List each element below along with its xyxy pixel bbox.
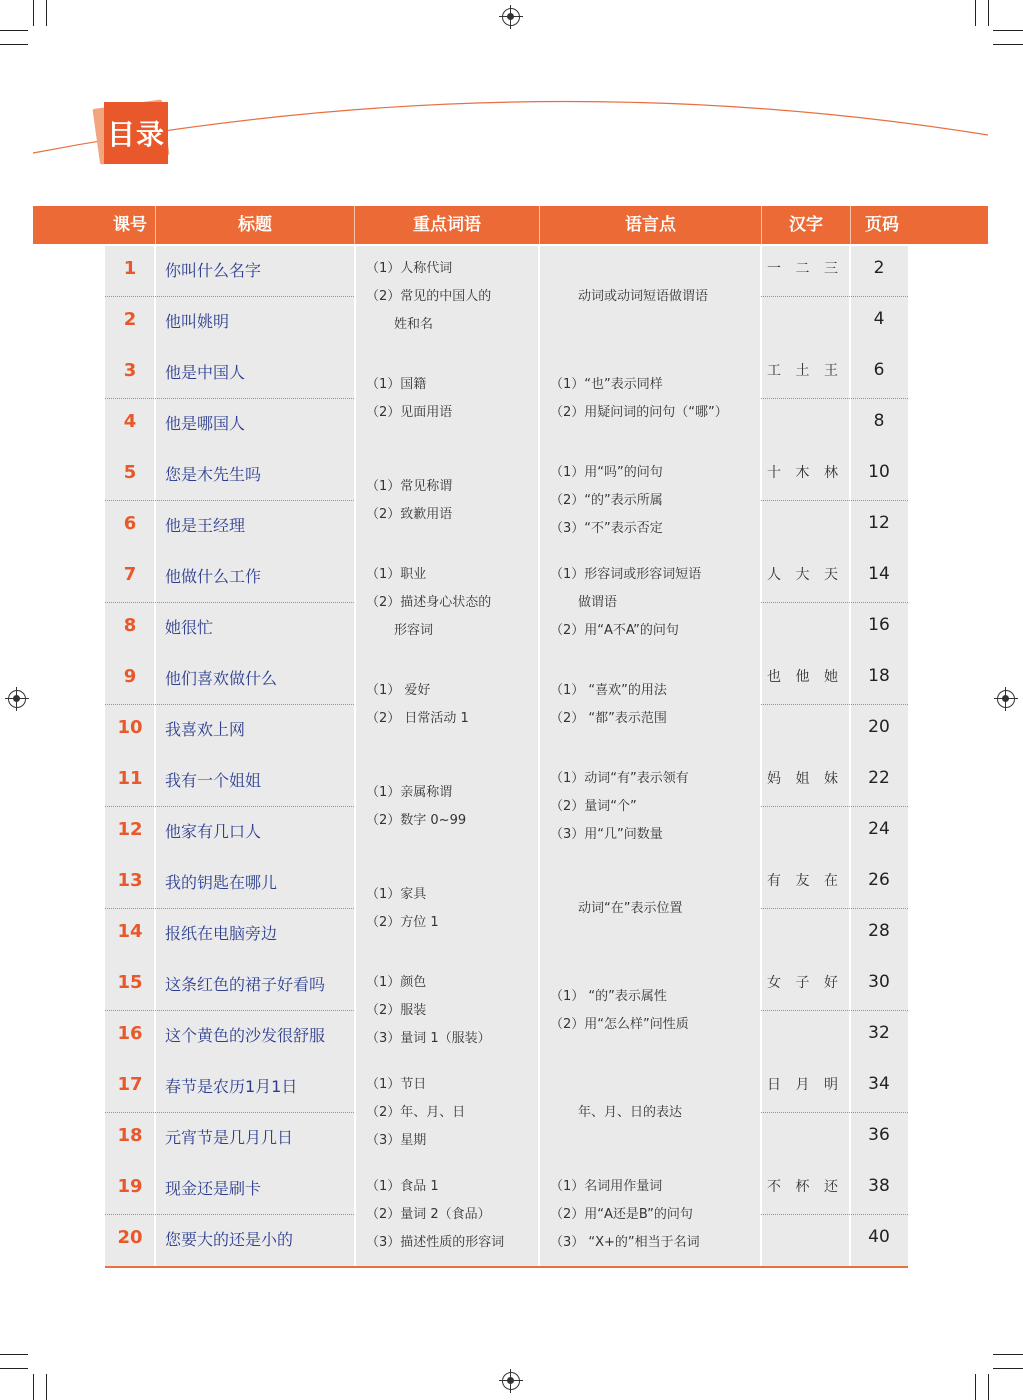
keyword-line: （2） 日常活动 1 bbox=[366, 711, 469, 726]
registration-mark-icon bbox=[997, 690, 1015, 708]
lesson-number: 13 bbox=[117, 870, 143, 891]
keyword-line: （2）年、月、日 bbox=[366, 1105, 466, 1120]
row-separator bbox=[761, 1214, 908, 1215]
page-number: 20 bbox=[868, 717, 890, 737]
row-separator bbox=[105, 1010, 354, 1011]
page-number: 24 bbox=[868, 819, 890, 839]
row-separator bbox=[105, 908, 354, 909]
lesson-number: 3 bbox=[123, 360, 137, 381]
page-number: 8 bbox=[873, 411, 885, 431]
row-separator bbox=[761, 704, 908, 705]
column-divider bbox=[538, 756, 540, 858]
page-number: 22 bbox=[868, 768, 890, 788]
hanzi-characters: 人 大 天 bbox=[767, 567, 843, 583]
grammar-point-line: （2）量词“个” bbox=[550, 799, 637, 814]
lesson-title[interactable]: 春节是农历1月1日 bbox=[165, 1077, 298, 1096]
keyword-line: （2）方位 1 bbox=[366, 915, 439, 930]
keyword-line: （1）节日 bbox=[366, 1077, 427, 1092]
row-separator bbox=[105, 1214, 354, 1215]
lesson-number: 10 bbox=[117, 717, 143, 738]
lesson-title[interactable]: 他们喜欢做什么 bbox=[165, 669, 278, 688]
page-number: 38 bbox=[868, 1176, 890, 1196]
lesson-title[interactable]: 您是木先生吗 bbox=[165, 465, 262, 484]
keyword-line: 姓和名 bbox=[394, 317, 434, 332]
lesson-block bbox=[105, 552, 908, 654]
hanzi-characters: 工 土 王 bbox=[767, 363, 843, 379]
keyword-line: （3）星期 bbox=[366, 1133, 427, 1148]
page-number: 26 bbox=[868, 870, 890, 890]
lesson-block bbox=[105, 348, 908, 450]
row-separator bbox=[105, 602, 354, 603]
grammar-point-line: （1）动词“有”表示领有 bbox=[550, 771, 689, 786]
crop-mark bbox=[0, 1354, 28, 1355]
grammar-point-line: （2）“的”表示所属 bbox=[550, 493, 663, 508]
grammar-point-line: 动词或动词短语做谓语 bbox=[578, 289, 709, 304]
lesson-number: 5 bbox=[123, 462, 137, 483]
lesson-title[interactable]: 这条红色的裙子好看吗 bbox=[165, 975, 326, 994]
hanzi-characters: 日 月 明 bbox=[767, 1077, 843, 1093]
page-number: 34 bbox=[868, 1074, 890, 1094]
toc-heading-badge bbox=[96, 100, 176, 166]
column-divider bbox=[354, 246, 356, 348]
column-header: 语言点 bbox=[625, 215, 676, 235]
page-number: 40 bbox=[868, 1227, 890, 1247]
lesson-title[interactable]: 现金还是刷卡 bbox=[165, 1179, 262, 1198]
keyword-line: （2）常见的中国人的 bbox=[366, 289, 492, 304]
lesson-title[interactable]: 您要大的还是小的 bbox=[165, 1230, 294, 1249]
grammar-point-line: （2）用“怎么样”问性质 bbox=[550, 1017, 689, 1032]
lesson-title[interactable]: 我的钥匙在哪儿 bbox=[165, 873, 278, 892]
lesson-number: 6 bbox=[123, 513, 137, 534]
lesson-title[interactable]: 这个黄色的沙发很舒服 bbox=[165, 1026, 326, 1045]
lesson-title[interactable]: 报纸在电脑旁边 bbox=[165, 924, 278, 943]
grammar-point-line: （1）形容词或形容词短语 bbox=[550, 567, 702, 582]
row-separator bbox=[761, 500, 908, 501]
column-divider bbox=[354, 450, 356, 552]
column-divider bbox=[354, 756, 356, 858]
lesson-block bbox=[105, 960, 908, 1062]
column-divider bbox=[538, 654, 540, 756]
column-divider bbox=[354, 858, 356, 960]
grammar-point-line: （1） “喜欢”的用法 bbox=[550, 683, 667, 698]
lesson-number: 19 bbox=[117, 1176, 143, 1197]
grammar-point-line: （3）“不”表示否定 bbox=[550, 521, 663, 536]
grammar-point-line: （1）“也”表示同样 bbox=[550, 377, 663, 392]
page-number: 14 bbox=[868, 564, 890, 584]
lesson-title[interactable]: 他是王经理 bbox=[165, 516, 246, 535]
column-header: 标题 bbox=[238, 215, 272, 235]
lesson-number: 4 bbox=[123, 411, 137, 432]
crop-mark bbox=[33, 1374, 34, 1400]
column-header: 课号 bbox=[113, 215, 147, 235]
column-divider bbox=[354, 1164, 356, 1266]
lesson-block bbox=[105, 1062, 908, 1164]
page-number: 30 bbox=[868, 972, 890, 992]
column-header: 页码 bbox=[865, 215, 899, 235]
column-header: 重点词语 bbox=[413, 215, 481, 235]
lesson-title[interactable]: 他叫姚明 bbox=[165, 312, 230, 331]
column-divider bbox=[354, 348, 356, 450]
lesson-block bbox=[105, 450, 908, 552]
page-number: 28 bbox=[868, 921, 890, 941]
lesson-number: 17 bbox=[117, 1074, 143, 1095]
lesson-number: 8 bbox=[123, 615, 137, 636]
keyword-line: （1）颜色 bbox=[366, 975, 427, 990]
row-separator bbox=[105, 398, 354, 399]
keyword-line: （2）致歉用语 bbox=[366, 507, 453, 522]
page-number: 2 bbox=[873, 258, 885, 278]
row-separator bbox=[105, 296, 354, 297]
lesson-block bbox=[105, 246, 908, 348]
lesson-title[interactable]: 我喜欢上网 bbox=[165, 720, 246, 739]
lesson-title[interactable]: 我有一个姐姐 bbox=[165, 771, 262, 790]
column-divider bbox=[538, 1164, 540, 1266]
page-number: 10 bbox=[868, 462, 890, 482]
lesson-block bbox=[105, 1164, 908, 1266]
page-number: 32 bbox=[868, 1023, 890, 1043]
column-divider bbox=[354, 654, 356, 756]
keyword-line: （2）描述身心状态的 bbox=[366, 595, 492, 610]
hanzi-characters: 不 杯 还 bbox=[767, 1179, 843, 1195]
lesson-block bbox=[105, 858, 908, 960]
page-number: 16 bbox=[868, 615, 890, 635]
column-divider bbox=[538, 348, 540, 450]
crop-mark bbox=[0, 1368, 28, 1369]
row-separator bbox=[105, 500, 354, 501]
lesson-title[interactable]: 他做什么工作 bbox=[165, 567, 262, 586]
grammar-point-line: 年、月、日的表达 bbox=[578, 1105, 683, 1120]
hanzi-characters: 也 他 她 bbox=[767, 669, 843, 685]
grammar-point-line: （3） “X+的”相当于名词 bbox=[550, 1235, 700, 1250]
lesson-title[interactable]: 你叫什么名字 bbox=[165, 261, 262, 280]
table-header bbox=[33, 206, 988, 244]
lesson-number: 14 bbox=[117, 921, 143, 942]
row-separator bbox=[105, 806, 354, 807]
crop-mark bbox=[993, 1368, 1023, 1369]
hanzi-characters: 女 子 好 bbox=[767, 975, 843, 991]
page-number: 6 bbox=[873, 360, 885, 380]
keyword-line: （2）量词 2（食品） bbox=[366, 1207, 491, 1222]
lesson-title[interactable]: 他是哪国人 bbox=[165, 414, 246, 433]
row-separator bbox=[761, 398, 908, 399]
column-divider bbox=[538, 858, 540, 960]
lesson-number: 18 bbox=[117, 1125, 143, 1146]
keyword-line: （1）人称代词 bbox=[366, 261, 453, 276]
registration-mark-icon bbox=[502, 1372, 520, 1390]
keyword-line: （2）数字 0~99 bbox=[366, 813, 467, 828]
grammar-point-line: （2）用“A不A”的问句 bbox=[550, 623, 679, 638]
grammar-point-line: 做谓语 bbox=[578, 595, 618, 610]
lesson-title[interactable]: 他是中国人 bbox=[165, 363, 246, 382]
crop-mark bbox=[46, 1374, 47, 1400]
hanzi-characters: 十 木 林 bbox=[767, 465, 843, 481]
row-separator bbox=[105, 1112, 354, 1113]
column-divider bbox=[354, 960, 356, 1062]
lesson-title[interactable]: 他家有几口人 bbox=[165, 822, 262, 841]
keyword-line: （1）常见称谓 bbox=[366, 479, 453, 494]
grammar-point-line: 动词“在”表示位置 bbox=[578, 901, 683, 916]
registration-mark-icon bbox=[8, 690, 26, 708]
keyword-line: 形容词 bbox=[394, 623, 434, 638]
lesson-block bbox=[105, 756, 908, 858]
hanzi-characters: 一 二 三 bbox=[767, 261, 843, 277]
page-number: 36 bbox=[868, 1125, 890, 1145]
lesson-number: 11 bbox=[117, 768, 143, 789]
page-title: 目录 bbox=[104, 102, 168, 164]
lesson-title[interactable]: 元宵节是几月几日 bbox=[165, 1128, 294, 1147]
grammar-point-line: （1） “的”表示属性 bbox=[550, 989, 667, 1004]
lesson-number: 1 bbox=[123, 258, 137, 279]
crop-mark bbox=[993, 1354, 1023, 1355]
grammar-point-line: （1）名词用作量词 bbox=[550, 1179, 663, 1194]
lesson-title[interactable]: 她很忙 bbox=[165, 618, 214, 637]
lesson-number: 16 bbox=[117, 1023, 143, 1044]
keyword-line: （3）量词 1（服装） bbox=[366, 1031, 491, 1046]
row-separator bbox=[761, 806, 908, 807]
column-header: 汉字 bbox=[789, 215, 823, 235]
column-divider bbox=[538, 1062, 540, 1164]
keyword-line: （1）食品 1 bbox=[366, 1179, 439, 1194]
keyword-line: （2）见面用语 bbox=[366, 405, 453, 420]
keyword-line: （3）描述性质的形容词 bbox=[366, 1235, 505, 1250]
block-bottom-rule bbox=[105, 1266, 908, 1268]
page-number: 4 bbox=[873, 309, 885, 329]
lesson-number: 2 bbox=[123, 309, 137, 330]
lesson-number: 15 bbox=[117, 972, 143, 993]
grammar-point-line: （2）用“A还是B”的问句 bbox=[550, 1207, 693, 1222]
page-number: 12 bbox=[868, 513, 890, 533]
column-divider bbox=[538, 960, 540, 1062]
lesson-block bbox=[105, 654, 908, 756]
grammar-point-line: （2） “都”表示范围 bbox=[550, 711, 667, 726]
lesson-number: 20 bbox=[117, 1227, 143, 1248]
crop-mark bbox=[975, 1374, 976, 1400]
keyword-line: （2）服装 bbox=[366, 1003, 427, 1018]
row-separator bbox=[105, 704, 354, 705]
column-divider bbox=[354, 552, 356, 654]
crop-mark bbox=[988, 1374, 989, 1400]
grammar-point-line: （1）用“吗”的问句 bbox=[550, 465, 663, 480]
column-divider bbox=[354, 1062, 356, 1164]
row-separator bbox=[761, 1010, 908, 1011]
grammar-point-line: （3）用“几”问数量 bbox=[550, 827, 663, 842]
page-number: 18 bbox=[868, 666, 890, 686]
column-divider bbox=[538, 450, 540, 552]
lesson-number: 12 bbox=[117, 819, 143, 840]
keyword-line: （1） 爱好 bbox=[366, 683, 431, 698]
lesson-number: 7 bbox=[123, 564, 137, 585]
keyword-line: （1）国籍 bbox=[366, 377, 427, 392]
grammar-point-line: （2）用疑问词的问句（“哪”） bbox=[550, 405, 728, 420]
lesson-number: 9 bbox=[123, 666, 137, 687]
keyword-line: （1）职业 bbox=[366, 567, 427, 582]
keyword-line: （1）家具 bbox=[366, 887, 427, 902]
hanzi-characters: 有 友 在 bbox=[767, 873, 843, 889]
keyword-line: （1）亲属称谓 bbox=[366, 785, 453, 800]
hanzi-characters: 妈 姐 妹 bbox=[767, 771, 843, 787]
